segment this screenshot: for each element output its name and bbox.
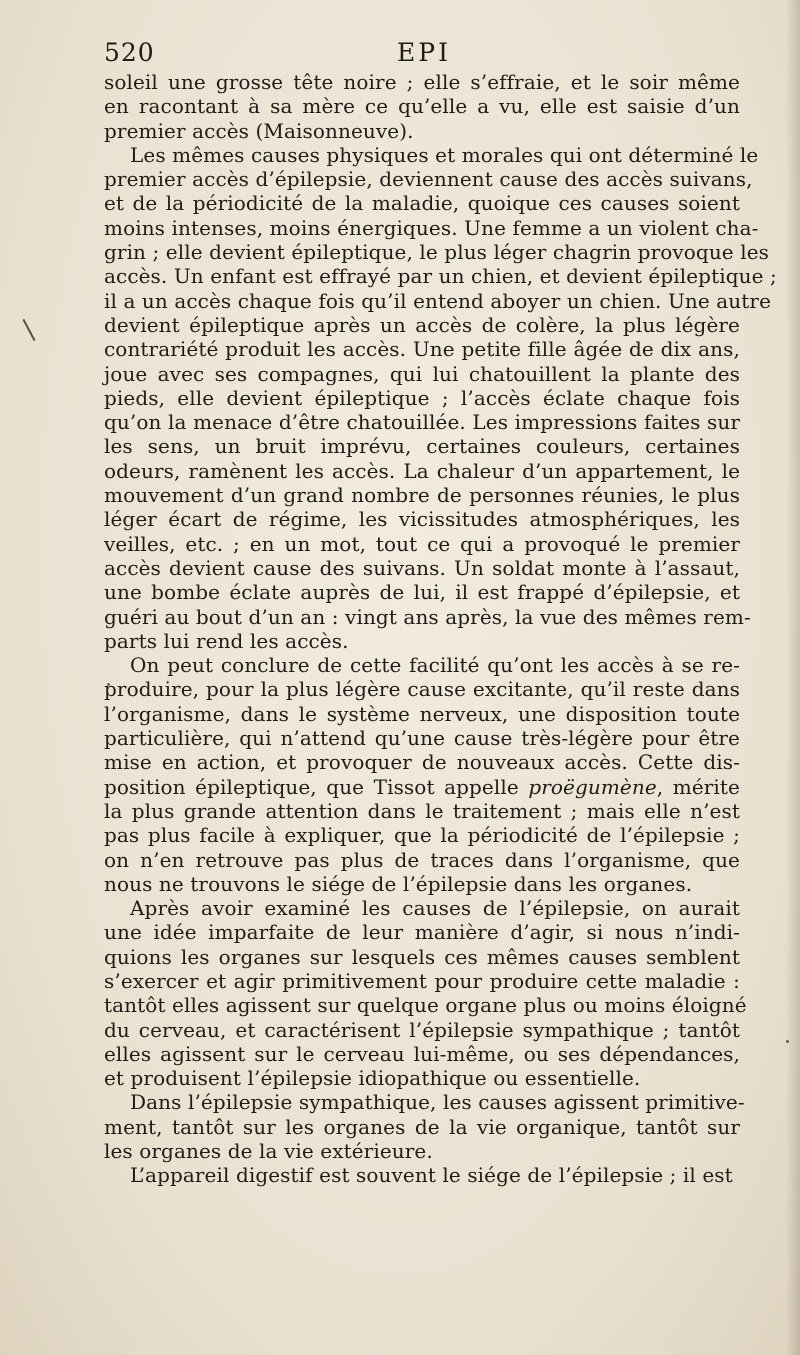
text-line: les sens, un bruit imprévu, certaines couleurs, certaines <box>104 434 740 459</box>
text-line: position épileptique, que Tissot appelle proëgumène, mérite <box>104 774 740 799</box>
text-line: soleil une grosse tête noire ; elle s’effraie, et le soir même <box>104 70 740 94</box>
text-line: mise en action, et provoquer de nouveaux accès. Cette dis- <box>104 750 740 775</box>
text-line: une idée imparfaite de leur manière d’agir, si nous n’indi- <box>104 920 740 945</box>
text-line: l’organisme, dans le système nerveux, une disposition toute <box>104 701 740 726</box>
text-line: produire, pour la plus légère cause excitante, qu’il reste dans <box>104 677 740 702</box>
text-line: elles agissent sur le cerveau lui-même, ou ses dépendances, <box>104 1041 740 1066</box>
paragraph <box>104 1090 745 1164</box>
text-line: odeurs, ramènent les accès. La chaleur d’un appartement, le <box>104 458 740 483</box>
ink-speck <box>786 1040 789 1043</box>
text-line: grin ; elle devient épileptique, le plus léger chagrin provoque les <box>104 240 770 265</box>
text-line: en racontant à sa mère ce qu’elle a vu, elle est saisie d’un <box>104 94 740 119</box>
text-line: parts lui rend les accès. <box>104 628 349 653</box>
text-line: s’exercer et agir primitivement pour produire cette maladie : <box>104 968 740 993</box>
text-line: et produisent l’épilepsie idiopathique ou essentielle. <box>104 1066 641 1091</box>
text-line: Après avoir examiné les causes de l’épilepsie, on aurait <box>130 896 740 921</box>
text-line: particulière, qui n’attend qu’une cause très-légère pour être <box>104 726 740 751</box>
page-header <box>104 38 744 72</box>
text-line: accès devient cause des suivans. Un soldat monte à l’assaut, <box>104 555 740 580</box>
paragraph <box>104 1163 740 1187</box>
paragraph <box>104 70 740 143</box>
text-line: L’appareil digestif est souvent le siége de l’épilepsie ; il est <box>130 1163 733 1188</box>
text-line: il a un accès chaque fois qu’il entend aboyer un chien. Une autre <box>104 288 772 313</box>
text-line: guéri au bout d’un an : vingt ans après, la vue des mêmes rem- <box>104 604 751 629</box>
text-line: joue avec ses compagnes, qui lui chatouillent la plante des <box>104 361 740 386</box>
text-line: du cerveau, et caractérisent l’épilepsie sympathique ; tantôt <box>104 1017 740 1042</box>
text-line: premier accès d’épilepsie, deviennent cause des accès suivans, <box>104 167 753 192</box>
text-line: quions les organes sur lesquels ces mêmes causes semblent <box>104 944 740 969</box>
text-line: la plus grande attention dans le traitement ; mais elle n’est <box>104 798 740 823</box>
text-line: nous ne trouvons le siége de l’épilepsie dans les organes. <box>104 871 693 896</box>
text-line: les organes de la vie extérieure. <box>104 1139 433 1164</box>
text-line: On peut conclure de cette facilité qu’ont les accès à se re- <box>130 653 740 678</box>
text-line: tantôt elles agissent sur quelque organe plus ou moins éloigné <box>104 993 747 1018</box>
text-line: ment, tantôt sur les organes de la vie organique, tantôt sur <box>104 1114 740 1139</box>
text-line: léger écart de régime, les vicissitudes atmosphériques, les <box>104 507 740 532</box>
text-line: pas plus facile à expliquer, que la périodicité de l’épilepsie ; <box>104 823 740 848</box>
text-line: Dans l’épilepsie sympathique, les causes agissent primitive- <box>130 1090 745 1115</box>
paragraph <box>104 896 747 1091</box>
text-line: veilles, etc. ; en un mot, tout ce qui a provoqué le premier <box>104 531 740 556</box>
text-line: contrariété produit les accès. Une petite fille âgée de dix ans, <box>104 337 740 362</box>
text-line: premier accès (Maisonneuve). <box>104 118 414 143</box>
text-line: qu’on la menace d’être chatouillée. Les impressions faites sur <box>104 410 740 435</box>
text-line: accès. Un enfant est effrayé par un chien, et devient épileptique ; <box>104 264 777 289</box>
page-edge-shadow <box>786 0 800 1355</box>
paragraph <box>104 142 777 653</box>
text-line: mouvement d’un grand nombre de personnes réunies, le plus <box>104 483 740 508</box>
text-line: une bombe éclate auprès de lui, il est frappé d’épilepsie, et <box>104 580 740 605</box>
page-number: 520 <box>104 38 155 67</box>
text-line: devient épileptique après un accès de colère, la plus légère <box>104 312 740 337</box>
body-text <box>104 70 777 1188</box>
text-line: moins intenses, moins énergiques. Une femme a un violent cha- <box>104 215 759 240</box>
running-head: EPI <box>397 38 451 67</box>
text-line: Les mêmes causes physiques et morales qui ont déterminé le <box>130 142 759 167</box>
text-line: et de la périodicité de la maladie, quoique ces causes soient <box>104 191 740 216</box>
text-line: pieds, elle devient épileptique ; l’accès éclate chaque fois <box>104 385 740 410</box>
text-line: on n’en retrouve pas plus de traces dans l’organisme, que <box>104 847 740 872</box>
margin-pencil-mark <box>22 319 35 341</box>
paragraph <box>104 653 740 896</box>
